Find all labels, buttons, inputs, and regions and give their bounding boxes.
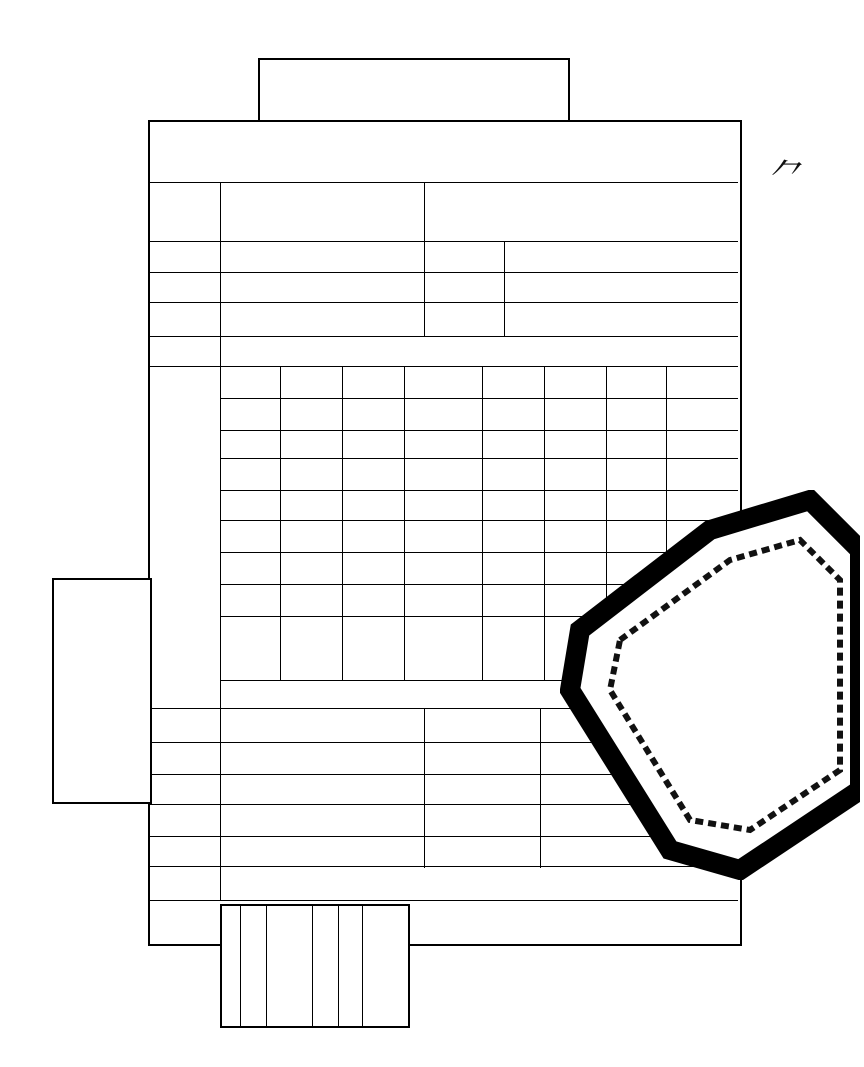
handwriting-mark: ⺈ <box>770 157 807 198</box>
black-seal-stamp <box>560 490 860 880</box>
approval-box <box>220 904 410 1028</box>
notice-stamp <box>258 58 570 122</box>
side-note-box <box>52 578 152 804</box>
